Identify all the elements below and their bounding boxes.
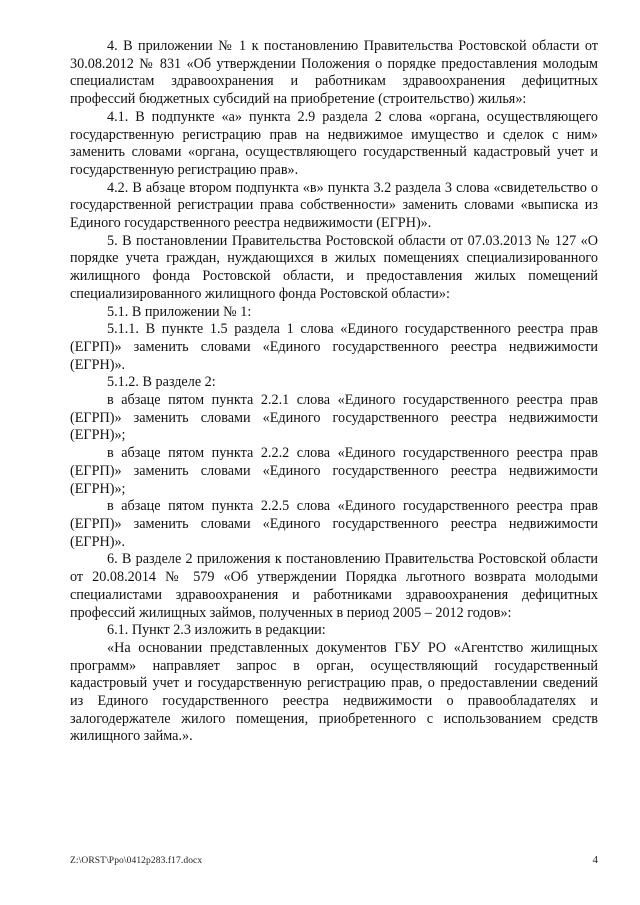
- paragraph-5-1-2: 5.1.2. В разделе 2:: [107, 374, 216, 391]
- footer-file-path: Z:\ORST\Ppo\0412p283.f17.docx: [70, 856, 203, 866]
- paragraph-2-2-5: в абзаце пятом пункта 2.2.5 слова «Единого государственного реестра прав (ЕГРП)» заменить словами «Единого государственного реестра недвижимости (ЕГРН)».: [70, 498, 598, 550]
- paragraph-5: 5. В постановлении Правительства Ростовской области от 07.03.2013 № 127 «О порядке учета граждан, нуждающихся в жилых помещениях специализированного жилищного фонда Ростовской области, и предоставления жилых помещений специализированного жилищного фонда Ростовской области»:: [70, 232, 598, 302]
- paragraph-2-2-2: в абзаце пятом пункта 2.2.2 слова «Единого государственного реестра прав (ЕГРП)» заменить словами «Единого государственного реестра недвижимости (ЕГРН)»;: [70, 445, 598, 497]
- paragraph-4: 4. В приложении № 1 к постановлению Правительства Ростовской области от 30.08.2012 № 831 «Об утверждении Положения о порядке предоставления молодым специалистам здравоохранения и работникам здравоохранения дефицитных профессий бюджетных субсидий на приобретение (строительство) жилья»:: [70, 38, 598, 108]
- paragraph-5-1-1: 5.1.1. В пункте 1.5 раздела 1 слова «Единого государственного реестра прав (ЕГРП)» заменить словами «Единого государственного реестра недвижимости (ЕГРН)».: [70, 321, 598, 373]
- paragraph-6-1: 6.1. Пункт 2.3 изложить в редакции:: [107, 622, 326, 639]
- paragraph-2-2-1: в абзаце пятом пункта 2.2.1 слова «Единого государственного реестра прав (ЕГРП)» заменить словами «Единого государственного реестра недвижимости (ЕГРН)»;: [70, 392, 598, 444]
- paragraph-5-1: 5.1. В приложении № 1:: [107, 303, 252, 320]
- page-number: 4: [592, 854, 598, 866]
- paragraph-2-3-text: «На основании представленных документов ГБУ РО «Агентство жилищных программ» направляет запрос в орган, осуществляющий государственный кадастровый учет и государственную регистрацию прав, о предоставлении сведений из Единого государственного реестра недвижимости о правообладателях и залогодержателе жилого помещения, приобретенного с использованием средств жилищного займа.».: [70, 639, 598, 745]
- paragraph-4-1: 4.1. В подпункте «а» пункта 2.9 раздела 2 слова «органа, осуществляющего государственную регистрацию прав на недвижимое имущество и сделок с ним» заменить словами «органа, осуществляющего государственный кадастровый учет и государственную регистрацию прав».: [70, 108, 598, 178]
- document-body: [70, 38, 598, 746]
- paragraph-4-2: 4.2. В абзаце втором подпункта «в» пункта 3.2 раздела 3 слова «свидетельство о государственной регистрации права собственности» заменить словами «выписка из Единого государственного реестра недвижимости (ЕГРН)».: [70, 179, 598, 232]
- paragraph-6: 6. В разделе 2 приложения к постановлению Правительства Ростовской области от 20.08.2014 № 579 «Об утверждении Порядка льготного возврата молодыми специалистами здравоохранения и работниками здравоохранения дефицитных профессий жилищных займов, полученных в период 2005 – 2012 годов»:: [70, 551, 598, 621]
